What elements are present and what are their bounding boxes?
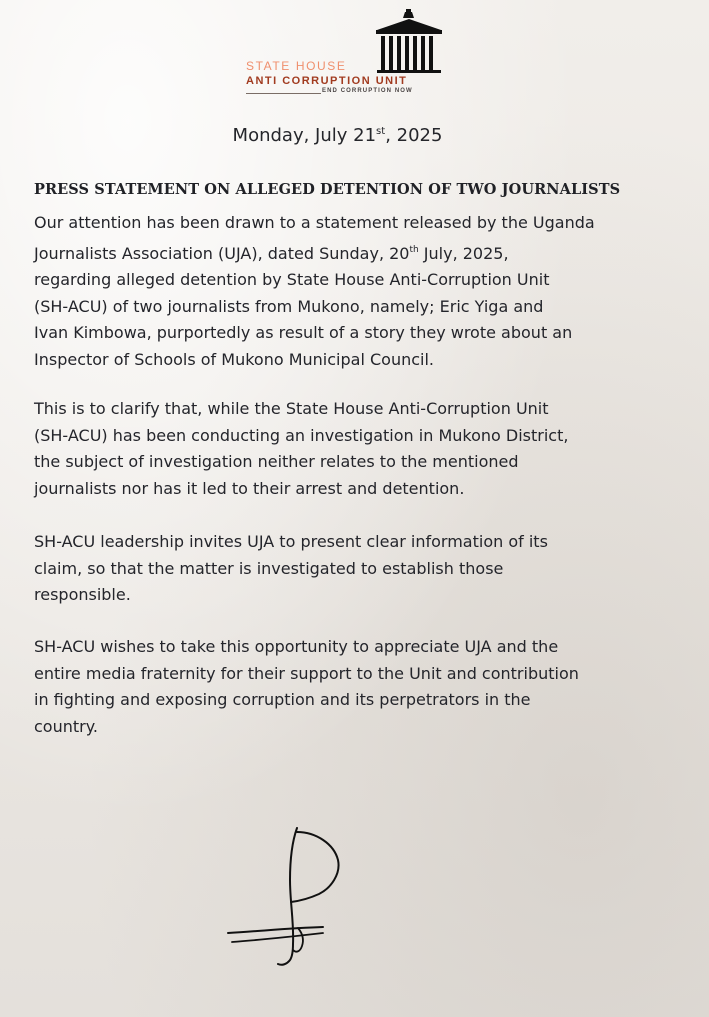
paragraph-line: This is to clarify that, while the State House Anti-Corruption Unit xyxy=(34,399,549,418)
press-statement-heading: PRESS STATEMENT ON ALLEGED DETENTION OF TWO JOURNALISTS xyxy=(34,181,621,198)
document-date xyxy=(0,125,675,146)
paragraph-line: Inspector of Schools of Mukono Municipal Council. xyxy=(34,349,434,369)
paragraph-2 xyxy=(34,396,682,502)
logo-divider xyxy=(246,93,321,94)
date-ordinal-superscript: th xyxy=(409,244,419,255)
paragraph-3 xyxy=(34,529,682,609)
paragraph-line: entire media fraternity for their support to the Unit and contribution xyxy=(34,663,579,683)
paragraph-line: in fighting and exposing corruption and its perpetrators in the xyxy=(34,690,531,709)
paragraph-line: Our attention has been drawn to a statement released by the Uganda xyxy=(34,213,595,232)
paragraph-line-text: July, 2025, xyxy=(418,243,509,263)
paragraph-line: country. xyxy=(34,716,98,736)
paragraph-4 xyxy=(34,634,682,740)
paragraph-line-text: Journalists Association (UJA), dated Sunday, 20 xyxy=(34,243,410,263)
state-house-building-icon xyxy=(373,8,445,74)
paragraph-line: claim, so that the matter is investigated to establish those xyxy=(34,558,504,578)
paragraph-line: the subject of investigation neither relates to the mentioned xyxy=(34,452,519,471)
paragraph-line: (SH-ACU) has been conducting an investigation in Mukono District, xyxy=(34,425,569,445)
paragraph-line: responsible. xyxy=(34,585,131,604)
logo-subtitle: ANTI CORRUPTION UNIT xyxy=(246,75,408,87)
date-ordinal: st xyxy=(376,126,386,137)
paragraph-1 xyxy=(34,210,682,373)
paragraph-line: (SH-ACU) of two journalists from Mukono, namely; Eric Yiga and xyxy=(34,296,544,316)
logo-title: STATE HOUSE xyxy=(246,59,347,73)
paragraph-line xyxy=(34,237,682,268)
date-main: Monday, July 21 xyxy=(232,125,377,146)
paragraph-line: journalists nor has it led to their arrest and detention. xyxy=(34,478,465,498)
logo-tagline: END CORRUPTION NOW xyxy=(322,88,413,94)
paragraph-line: regarding alleged detention by State House Anti-Corruption Unit xyxy=(34,270,550,289)
signature xyxy=(220,826,360,976)
paragraph-line: SH-ACU leadership invites UJA to present clear information of its xyxy=(34,532,548,551)
paragraph-line: SH-ACU wishes to take this opportunity to appreciate UJA and the xyxy=(34,637,559,656)
paragraph-line: Ivan Kimbowa, purportedly as result of a story they wrote about an xyxy=(34,323,573,342)
state-house-logo xyxy=(245,8,455,100)
date-year: , 2025 xyxy=(385,125,443,146)
